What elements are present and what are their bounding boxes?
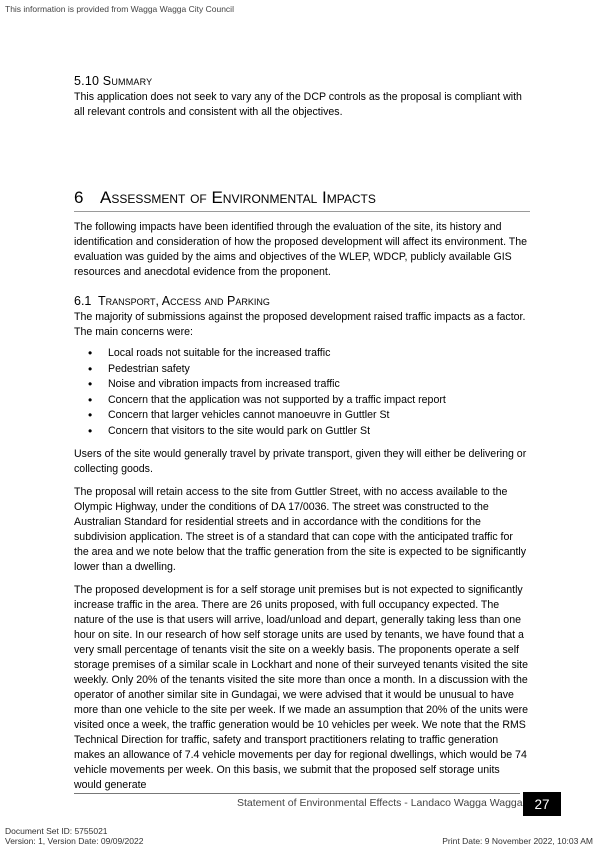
document-set-id: Document Set ID: 5755021 (5, 826, 108, 836)
summary-text: This application does not seek to vary any of the DCP controls as the proposal is compliant with all relevant controls and consistent with all the objectives. (74, 91, 522, 118)
concerns-list (74, 346, 530, 439)
section-6-number: 6 (74, 188, 84, 207)
list-item: • Concern that larger vehicles cannot manoeuvre in Guttler St (74, 408, 530, 424)
version-info: Version: 1, Version Date: 09/09/2022 (5, 836, 144, 846)
section-6-heading (74, 188, 530, 212)
list-item: • Pedestrian safety (74, 362, 530, 378)
paragraph: The proposed development is for a self storage unit premises but is not expected to significantly increase traffic in the area. There are 26 units proposed, with full occupancy expected. The nature of the use is that users will arrive, load/unload and depart, generally taking less than one hour on site. In our research of how self storage units are used by tenants, we have found that a very small percentage of tenants visit the site on a weekly basis. The proponents operate a self storage premises of a similar scale in Lockhart and none of their surveyed tenants visited the site weekly. Only 20% of the tenants visited the site more than once a month. In a discussion with the operator of another similar site in Gundagai, we were advised that it would be unusual to have more than one vehicle to the site per week. If we made an assumption that 20% of the units were visited once a week, the traffic generation would be 10 vehicles per week. We note that the RMS Technical Direction for traffic, safety and transport practitioners relating to traffic generation makes an allowance of 7.4 vehicle movements per day for regional dwellings, which would be 74 vehicle movements per week. On this basis, we submit that the proposed self storage units would generate (74, 584, 529, 791)
print-date: Print Date: 9 November 2022, 10:03 AM (442, 836, 593, 846)
section-6-1-intro: The majority of submissions against the proposed development raised traffic impacts as a factor. The main concerns were: (74, 311, 526, 338)
paragraph: The proposal will retain access to the site from Guttler Street, with no access available to the Olympic Highway, under the conditions of DA 17/0036. The street was constructed to the Australian Standard for residential streets and in accordance with the conditions for the subdivision application. The street is of a standard that can cope with the anticipated traffic for the area and we note below that the traffic generation from the site is expected to be significantly lower than a dwelling. (74, 486, 527, 573)
list-item: • Noise and vibration impacts from increased traffic (74, 377, 530, 393)
page-number: 27 (523, 792, 561, 816)
page-content (74, 74, 530, 801)
section-6-1-number: 6.1 (74, 294, 92, 308)
list-item: • Concern that the application was not supported by a traffic impact report (74, 393, 530, 409)
paragraph: Users of the site would generally travel by private transport, given they will either be delivering or collecting goods. (74, 448, 527, 475)
section-6-title: Assessment of Environmental Impacts (100, 188, 376, 207)
footer-divider (74, 793, 520, 794)
section-6-intro: The following impacts have been identified through the evaluation of the site, its history and identification and consideration of how the proposed development will affect its environment. The evaluation was guided by the aims and objectives of the WLEP, WDCP, publicly available GIS resources and anecdotal evidence from the proponent. (74, 221, 528, 278)
source-banner: This information is provided from Wagga Wagga City Council (5, 4, 234, 14)
section-6-1-title: Transport, Access and Parking (98, 294, 270, 308)
section-6-1-heading (74, 294, 530, 308)
list-item: • Concern that visitors to the site would park on Guttler St (74, 424, 530, 440)
summary-heading: 5.10 Summary (74, 74, 153, 88)
footer-title: Statement of Environmental Effects - Landaco Wagga Wagga (237, 797, 523, 809)
list-item: • Local roads not suitable for the increased traffic (74, 346, 530, 362)
